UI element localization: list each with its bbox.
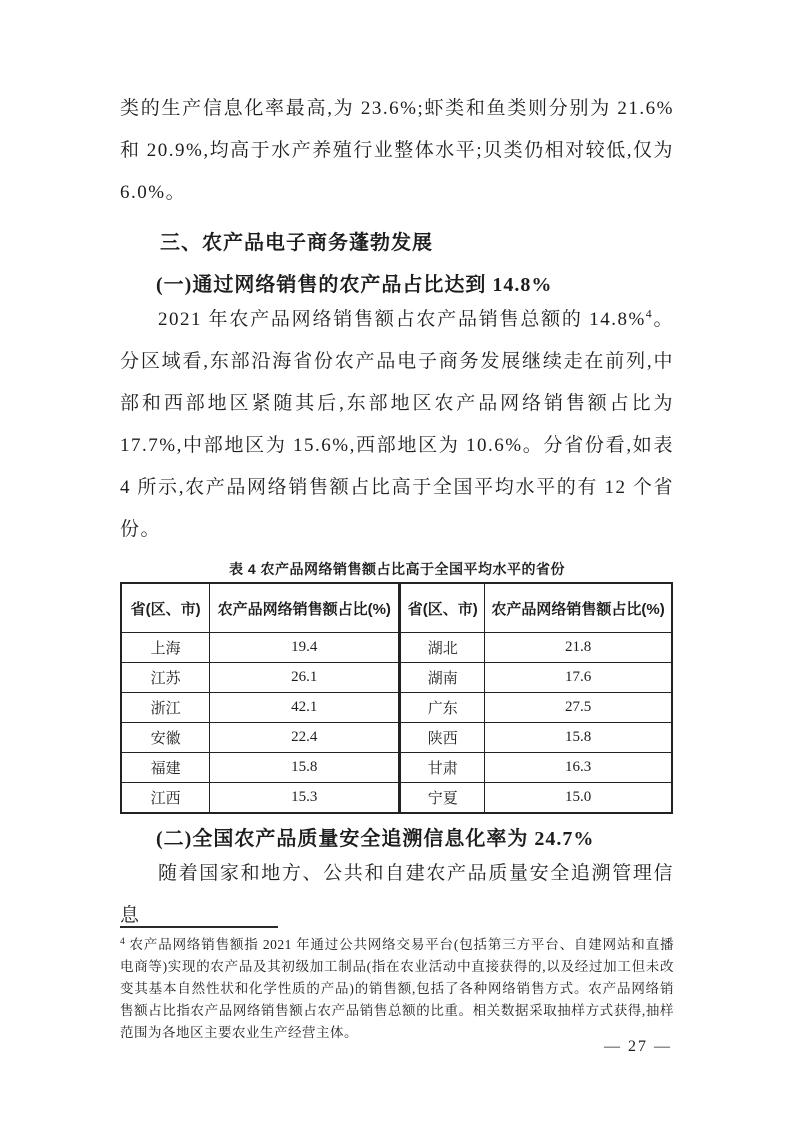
province-cell: 江苏	[121, 663, 210, 693]
footnote-marker: 4	[120, 936, 126, 947]
section-heading-ecommerce: 三、农产品电子商务蓬勃发展	[160, 232, 433, 254]
province-cell: 浙江	[121, 693, 210, 723]
footnote-reference-4: 4	[645, 307, 654, 321]
column-header-province-right: 省(区、市)	[400, 583, 485, 633]
table-row	[121, 783, 672, 814]
share-cell: 27.5	[485, 693, 672, 723]
province-cell: 湖南	[400, 663, 485, 693]
province-cell: 陕西	[400, 723, 485, 753]
province-cell: 福建	[121, 753, 210, 783]
table-row	[121, 633, 672, 663]
paragraph-online-sales-text-continued: 。分区域看,东部沿海省份农产品电子商务发展继续走在前列,中部和西部地区紧随其后,东部地区农产品网络销售额占比为 17.7%,中部地区为 15.6%,西部地区为 10.6%。分省份看,如表 4 所示,农产品网络销售额占比高于全国平均水平的有 12 个省份。	[120, 309, 674, 540]
table-row	[121, 753, 672, 783]
share-cell: 16.3	[485, 753, 672, 783]
share-cell: 15.8	[210, 753, 400, 783]
page-content	[120, 0, 674, 937]
paragraph-aquaculture-informatization: 类的生产信息化率最高,为 23.6%;虾类和鱼类则分别为 21.6%和 20.9%,均高于水产养殖行业整体水平;贝类仍相对较低,仅为 6.0%。	[120, 98, 674, 203]
share-cell: 26.1	[210, 663, 400, 693]
share-cell: 22.4	[210, 723, 400, 753]
subsection-heading-traceability: (二)全国农产品质量安全追溯信息化率为 24.7%	[156, 828, 595, 850]
table-row	[121, 723, 672, 753]
province-cell: 广东	[400, 693, 485, 723]
share-cell: 19.4	[210, 633, 400, 663]
province-cell: 江西	[121, 783, 210, 814]
share-cell: 15.8	[485, 723, 672, 753]
province-cell: 上海	[121, 633, 210, 663]
provinces-online-sales-table	[120, 582, 673, 814]
table-row	[121, 663, 672, 693]
page-number: — 27 —	[604, 1038, 672, 1055]
province-cell: 湖北	[400, 633, 485, 663]
column-header-province-left: 省(区、市)	[121, 583, 210, 633]
province-cell: 安徽	[121, 723, 210, 753]
table-row	[121, 693, 672, 723]
share-cell: 15.3	[210, 783, 400, 814]
paragraph-online-sales-text: 2021 年农产品网络销售额占农产品销售总额的 14.8%	[158, 309, 646, 330]
paragraph-traceability: 随着国家和地方、公共和自建农产品质量安全追溯管理信息	[120, 863, 674, 926]
share-cell: 15.0	[485, 783, 672, 814]
footnote-body: 农产品网络销售额指 2021 年通过公共网络交易平台(包括第三方平台、自建网站和直播电商等)实现的农产品及其初级加工制品(指在农业活动中直接获得的,以及经过加工但未改变其基本自然性状和化学性质的产品)的销售额,包括了各种网络销售方式。农产品网络销售额占比指农产品网络销售额占农产品销售总额的比重。相关数据采取抽样方式获得,抽样范围为各地区主要农业生产经营主体。	[120, 937, 674, 1040]
table-header-row	[121, 583, 672, 633]
province-cell: 甘肃	[400, 753, 485, 783]
column-header-share-right: 农产品网络销售额占比(%)	[485, 583, 672, 633]
footnote-text	[120, 934, 674, 1044]
share-cell: 42.1	[210, 693, 400, 723]
subsection-heading-online-sales-share: (一)通过网络销售的农产品占比达到 14.8%	[156, 274, 553, 296]
footnote-separator-rule	[120, 926, 278, 928]
column-header-share-left: 农产品网络销售额占比(%)	[210, 583, 400, 633]
footnote	[120, 926, 674, 1044]
share-cell: 21.8	[485, 633, 672, 663]
table-caption: 表 4 农产品网络销售额占比高于全国平均水平的省份	[228, 561, 566, 577]
paragraph-online-sales	[120, 299, 674, 551]
share-cell: 17.6	[485, 663, 672, 693]
province-cell: 宁夏	[400, 783, 485, 814]
